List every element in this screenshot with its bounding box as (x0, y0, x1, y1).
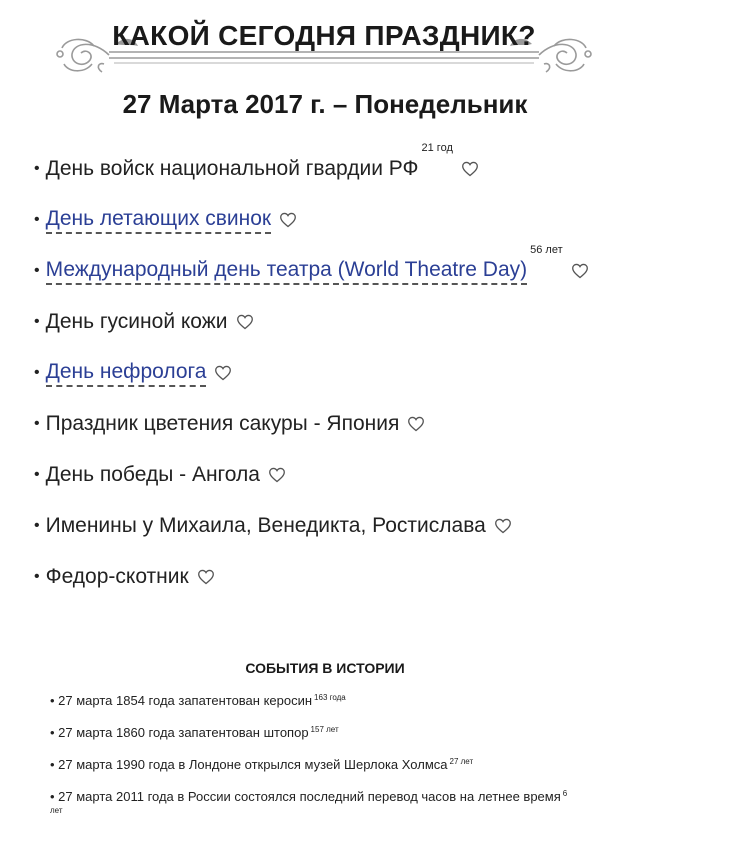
heart-outline-icon[interactable] (214, 358, 232, 392)
holiday-item (34, 356, 589, 407)
holiday-name: Праздник цветения сакуры - Япония (45, 412, 400, 435)
holiday-item (34, 244, 589, 305)
holiday-item (34, 305, 589, 356)
holiday-item (34, 407, 589, 458)
heart-outline-icon[interactable] (407, 409, 425, 443)
bullet: • (34, 313, 40, 330)
heart-outline-icon[interactable] (461, 154, 479, 188)
holiday-item (34, 203, 589, 254)
holiday-link[interactable]: День нефролога (46, 359, 207, 387)
event-age: 163 года (314, 693, 346, 702)
bullet: • (34, 466, 40, 483)
holiday-list (34, 142, 589, 611)
event-age: 157 лет (310, 725, 339, 734)
holiday-name: Федор-скотник (45, 565, 189, 588)
history-event (50, 789, 570, 823)
heart-outline-icon[interactable] (494, 511, 512, 545)
holiday-item (34, 142, 589, 203)
page-title: КАКОЙ СЕГОДНЯ ПРАЗДНИК? (112, 20, 536, 51)
holiday-link[interactable]: День летающих свинок (46, 206, 272, 234)
bullet: • (34, 568, 40, 585)
history-event (50, 757, 570, 774)
event-text: 27 марта 1990 года в Лондоне открылся музей Шерлока Холмса (58, 757, 448, 772)
event-text: 27 марта 2011 года в России состоялся последний перевод часов на летнее время (58, 789, 561, 804)
bullet: • (34, 160, 40, 177)
date-heading: 27 Марта 2017 г. – Понедельник (122, 89, 528, 119)
holiday-name: Именины у Михаила, Венедикта, Ростислава (45, 514, 486, 537)
history-event (50, 693, 570, 710)
heart-outline-icon[interactable] (268, 460, 286, 494)
bullet: • (34, 415, 40, 432)
history-event (50, 725, 570, 742)
events-heading: СОБЫТИЯ В ИСТОРИИ (245, 660, 405, 676)
bullet: • (50, 725, 59, 740)
heart-outline-icon[interactable] (571, 256, 589, 290)
event-text: 27 марта 1854 года запатентован керосин (58, 693, 313, 708)
bullet: • (34, 517, 40, 534)
bullet: • (50, 693, 59, 708)
holiday-name: День войск национальной гвардии РФ (45, 157, 419, 180)
holiday-age: 56 лет (530, 244, 563, 256)
holiday-name: День победы - Ангола (45, 463, 260, 486)
bullet: • (34, 262, 40, 279)
event-age: 6 лет (50, 789, 568, 815)
bullet: • (50, 757, 59, 772)
event-text: 27 марта 1860 года запатентован штопор (58, 725, 309, 740)
holiday-link[interactable]: Международный день театра (World Theatre Day) (46, 257, 528, 285)
title-banner (54, 10, 594, 85)
bullet: • (50, 789, 59, 804)
heart-outline-icon[interactable] (197, 562, 215, 596)
bullet: • (34, 364, 40, 381)
heart-outline-icon[interactable] (279, 205, 297, 239)
bullet: • (34, 211, 40, 228)
holiday-age: 21 год (421, 142, 453, 154)
holiday-item (34, 509, 589, 560)
holiday-name: День гусиной кожи (45, 310, 228, 333)
heart-outline-icon[interactable] (236, 307, 254, 341)
holiday-item (34, 560, 589, 611)
event-age: 27 лет (449, 757, 474, 766)
holiday-item (34, 458, 589, 509)
history-events-list (50, 693, 570, 838)
